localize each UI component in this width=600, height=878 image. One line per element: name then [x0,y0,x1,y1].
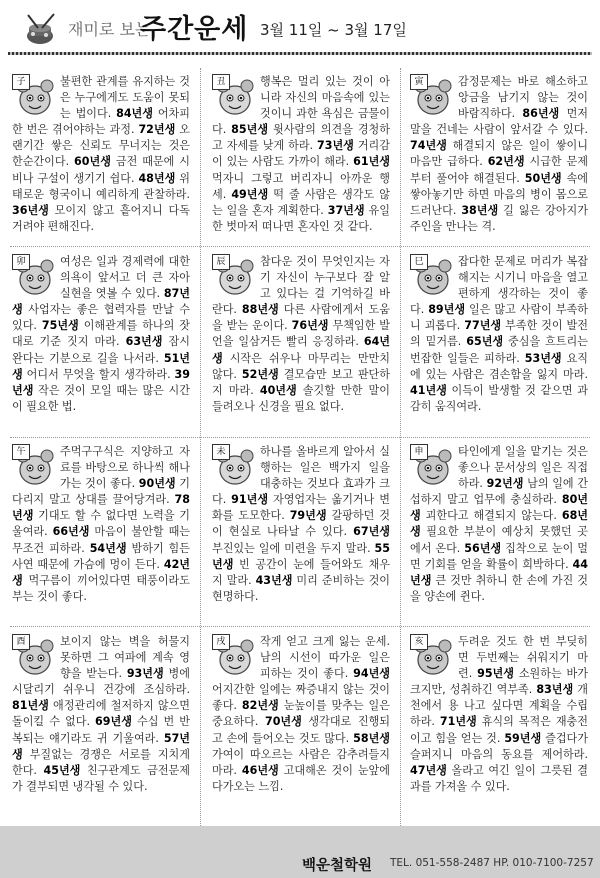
zodiac-label: 辰 [212,254,230,270]
zodiac-cell [410,74,588,244]
zodiac-cell [410,634,588,826]
snake-icon [410,254,452,298]
fortune-grid [0,68,600,832]
fortune-text: 참다운 것이 무엇인지는 자기 자신이 누구보다 잘 알고 있다는 걸 기억하길 바란다. 88년생 다른 사람에게서 도움을 받는 운이다. 76년생 무책임한 발언을 일삼거든 빨리 응징하라. 64년생 시작은 쉬우나 마무리는 만만치 않다. 52년생 결모습만 보고 판단하지 마라. 40년생 솔깃할 만한 말이 들려오나 신경을 필요 없다. [212,255,390,413]
zodiac-label: 卯 [12,254,30,270]
zodiac-label: 酉 [12,634,30,650]
fortune-text: 두려운 것도 한 번 부딪히면 두번째는 쉬워지기 마련. 95년생 소원하는 바가 크지만, 성취하긴 역부족. 83년생 개천에서 용 나고 싶다면 계획을 수립하라. 71년생 휴식의 목적은 재충전이고 힘을 얻는 것. 59년생 즐겁다가 슬퍼지니 마음의 동요를 제어하라. 47년생 올라고 여긴 일이 그릇된 결과를 가져올 수 있다. [410,635,588,793]
zodiac-label: 寅 [410,74,428,90]
column-divider [400,68,401,832]
fortune-text: 잡다한 문제로 머리가 복잡해지는 시기니 마음을 열고 편하게 생각하는 것이 좋다. 89년생 일은 많고 사람이 부족하니 괴롭다. 77년생 부족한 것이 발전의 밑거름. 65년생 중심을 흐트리는 번잡한 일들은 피하라. 53년생 요직에 있는 사람은 겸손함을 잃지 마라. 41년생 이득이 발생할 것 같으면 과감히 움직여라. [410,255,588,413]
zodiac-cell [12,74,190,244]
organization-name: 백운철학원 [302,858,373,874]
dragon-icon [212,254,254,298]
column-divider [200,68,201,832]
header-divider [8,52,592,55]
zodiac-cell [12,444,190,624]
row-divider [10,246,590,247]
pig-icon [410,634,452,678]
fortune-text: 감정문제는 바로 해소하고 앙금을 남기지 않는 것이 바람직하다. 86년생 먼저 말을 건네는 사람이 앞서갈 수 있다. 74년생 해결되지 않은 일이 쌓이니 마음만 급하다. 62년생 시급한 문제부터 풀어야 해결된다. 50년생 속에 쌓아놓기만 하면 마음의 병이 몸으로 드러난다. 38년생 길 잃은 강아지가 주인을 만나는 격. [410,75,588,233]
rabbit-icon [12,254,54,298]
contact-info: TEL. 051-558-2487 HP. 010-7100-7257 [390,857,594,869]
fortune-text: 주먹구구식은 지양하고 자료를 바탕으로 하나씩 해나가는 것이 좋다. 90년생 기다리지 말고 상대를 끌어당겨라. 78년생 기대도 할 수 없다면 노력을 기울여라. 66년생 마음이 불안할 때는 무조건 피하라. 54년생 밤하기 힘든 사연 때문에 가슴에 멍이 든다. 42년생 먹구름이 끼어있다면 태풍이라도 부는 것이 좋다. [12,445,190,603]
page-title: 주간운세 [140,14,249,45]
fortune-pot-logo-icon [20,12,60,46]
zodiac-cell [212,254,390,436]
zodiac-cell [212,634,390,826]
zodiac-cell [12,254,190,436]
fortune-text: 작게 얻고 크게 잃는 운세. 남의 시선이 따가운 일은 피하는 것이 좋다. 94년생 어지간한 일에는 짜증내지 않는 것이 좋다. 82년생 눈높이를 맞추는 일은 중요하다. 70년생 생각대로 진행되고 손에 들어오는 것도 많다. 58년생 가여이 따오르는 사람은 감추려들지 마라. 46년생 고대해온 것이 눈앞에 다가오는 느낌. [212,635,390,793]
date-range: 3월 11일 ~ 3월 17일 [260,21,407,39]
ox-icon [212,74,254,118]
sheep-icon [212,444,254,488]
zodiac-cell [410,254,588,436]
row-divider [10,626,590,627]
zodiac-label: 丑 [212,74,230,90]
fortune-text: 여성은 일과 경제력에 대한 의욕이 앞서고 더 큰 자아실현을 엿볼 수 있다. 87년생 사업자는 좋은 협력자를 만날 수 있다. 75년생 이해관계를 하나의 잣대로 기준 짓지 마라. 63년생 잠시 완다는 기분으로 길을 나서라. 51년생 어디서 무엇을 할지 생각하라. 39년생 작은 것이 모일 때는 많은 시간이 필요한 법. [12,255,190,413]
horse-icon [12,444,54,488]
row-divider [10,437,590,438]
zodiac-label: 子 [12,74,30,90]
zodiac-cell [410,444,588,624]
zodiac-cell [212,74,390,244]
footer [0,826,600,878]
zodiac-label: 巳 [410,254,428,270]
rat-icon [12,74,54,118]
zodiac-cell [12,634,190,826]
zodiac-label: 戌 [212,634,230,650]
fortune-text: 타인에게 일을 맡기는 것은 좋으나 문서상의 일은 직접 하라. 92년생 남의 일에 간섭하지 말고 업무에 충실하라. 80년생 괴한다고 해결되지 않는다. 68년생 필요한 부분이 예상치 못했던 곳에서 온다. 56년생 집착으로 눈이 멀면 기회를 얻을 확률이 희박하다. 44년생 큰 것만 취하니 한 손에 가진 것을 양손에 쥔다. [410,445,588,603]
fortune-text: 보이지 않는 벽을 허물지 못하면 그 여파에 계속 영향을 받는다. 93년생 병에 시달리기 쉬우니 건강에 조심하라. 81년생 애정관리에 철저하지 않으면 돌이킬 수 없다. 69년생 수십 번 반복되는 얘기라도 귀 기울여라. 57년생 부질없는 경쟁은 서로를 지치게 한다. 45년생 친구관계도 금전문제가 결부되면 냉각될 수 있다. [12,635,190,793]
rooster-icon [12,634,54,678]
zodiac-label: 申 [410,444,428,460]
dog-icon [212,634,254,678]
header-subtitle: 재미로 보는 [68,20,151,39]
zodiac-cell [212,444,390,624]
fortune-text: 불편한 관계를 유지하는 것은 누구에게도 도움이 못되는 법이다. 84년생 어차피 한 번은 겪어야하는 과정. 72년생 오랜기간 쌓은 신뢰도 무너지는 것은 한순간이다. 60년생 금전 때문에 시비나 구설이 생기기 쉽다. 48년생 위태로운 형국이니 예리하게 관찰하라. 36년생 모이지 않고 흩어지니 다독거려야 편해진다. [12,75,190,233]
header [0,0,600,68]
monkey-icon [410,444,452,488]
fortune-text: 행복은 멀리 있는 것이 아니라 자신의 마음속에 있는 것이니 과한 욕심은 금물이다. 85년생 윗사람의 의견을 경청하고 자세를 낮게 하라. 73년생 거리감이 있는 사람도 가까이 해라. 61년생 먹자니 그렇고 버리자니 아까운 행세. 49년생 떡 줄 사람은 생각도 않는 일을 혼자 계획한다. 37년생 유일한 벗마저 떠나면 혼자인 것 같다. [212,75,390,233]
fortune-text: 하나를 올바르게 알아서 실행하는 일은 백가지 일을 대충하는 것보다 효과가 크다. 91년생 자영업자는 옮기거나 변화를 도모한다. 79년생 갈팡하던 것이 현실로 나타날 수 있다. 67년생 부진있는 일에 미련을 두지 말라. 55년생 빈 공간이 눈에 들어와도 채우지 말라. 43년생 미리 준비하는 것이 현명하다. [212,445,390,603]
zodiac-label: 未 [212,444,230,460]
tiger-icon [410,74,452,118]
zodiac-label: 午 [12,444,30,460]
zodiac-label: 亥 [410,634,428,650]
